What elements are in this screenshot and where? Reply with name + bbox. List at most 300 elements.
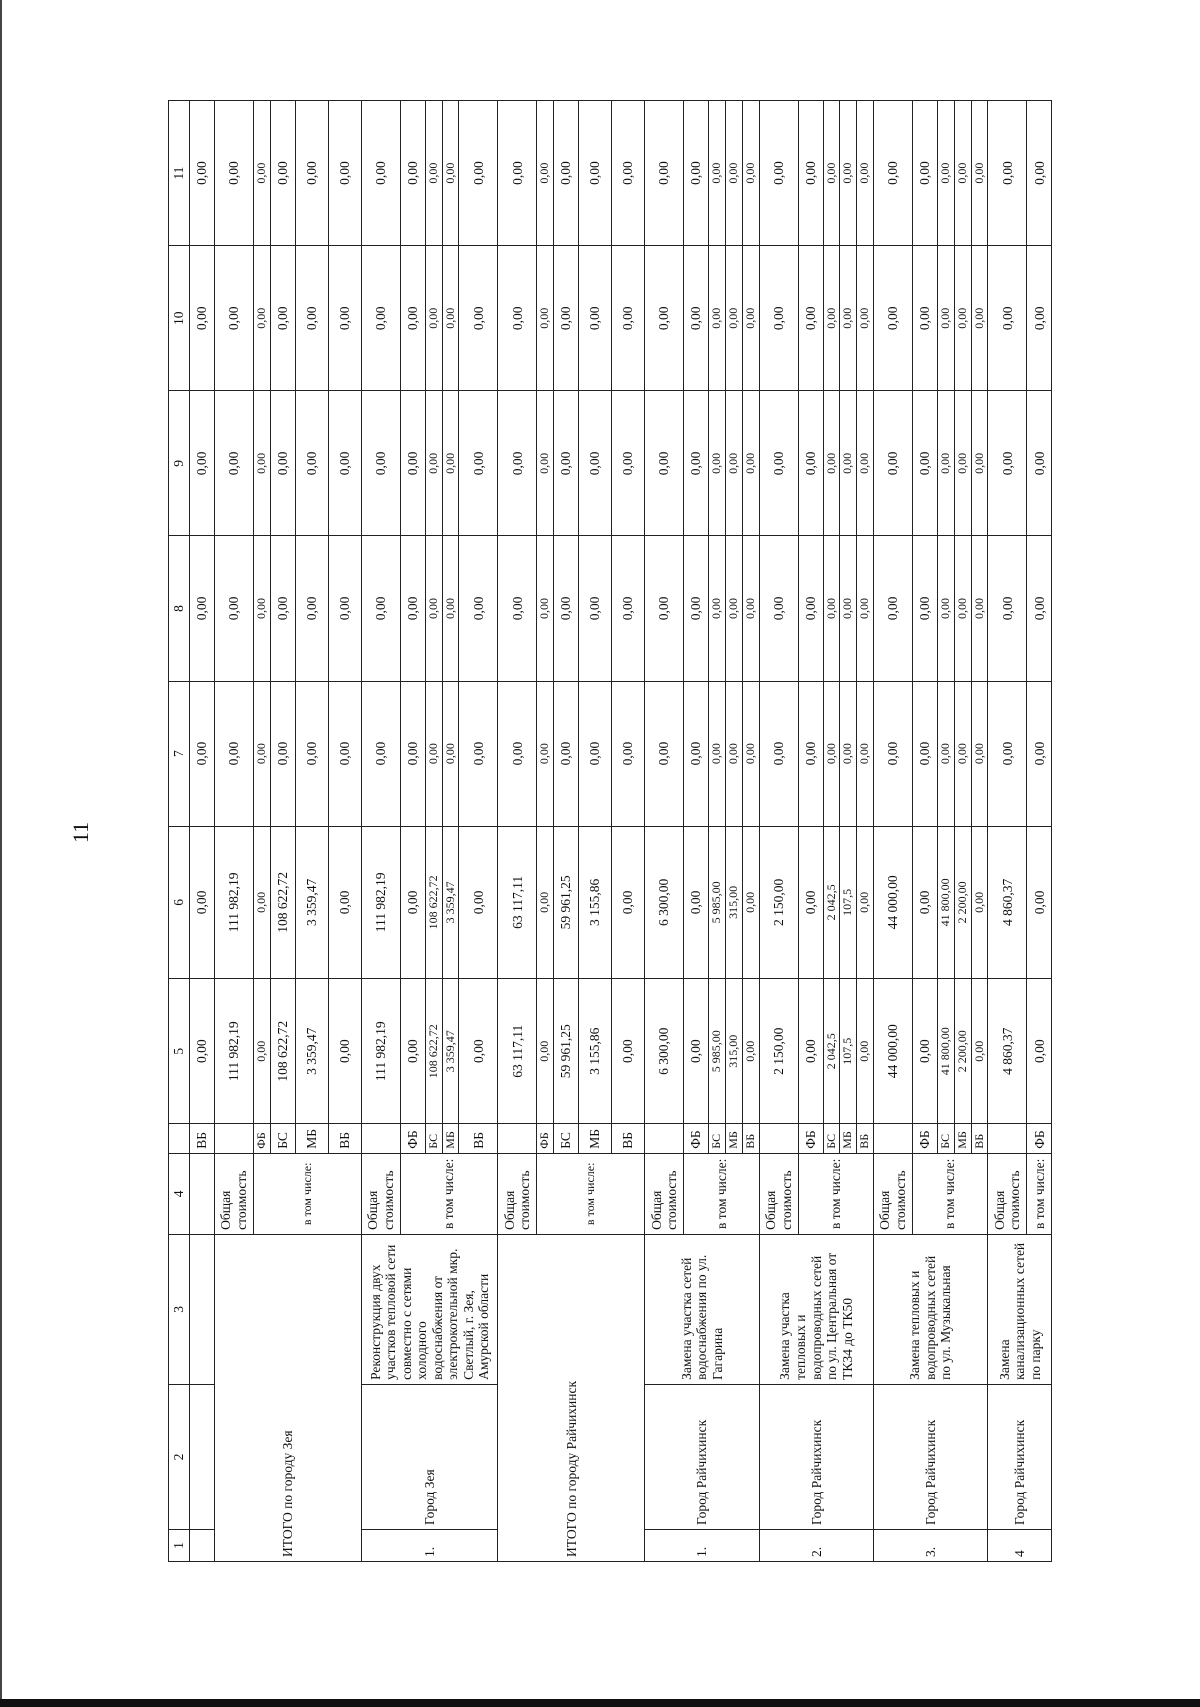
value-cell: 0,00	[537, 681, 554, 826]
value-cell: 108 622,72	[270, 826, 295, 978]
city-name: Город Райчихинск	[873, 1384, 987, 1529]
value-cell: 0,00	[937, 391, 954, 536]
total-value: 111 982,19	[215, 979, 254, 1124]
total-value: 0,00	[988, 681, 1027, 826]
scan-left-edge	[0, 0, 2, 1707]
budget-code: ФБ	[798, 1124, 823, 1154]
including-label: в том числе:	[684, 1153, 759, 1234]
total-label: Общая стоимость	[215, 1153, 254, 1234]
total-value: 0,00	[988, 101, 1027, 246]
value-cell: 0,00	[612, 536, 645, 681]
value-cell: 0,00	[912, 246, 937, 391]
value-cell: 0,00	[270, 536, 295, 681]
table-row	[759, 101, 798, 1562]
value-cell: 0,00	[971, 979, 988, 1124]
value-cell: 0,00	[554, 391, 579, 536]
value-cell: 0,00	[425, 536, 442, 681]
including-label: в том числе:	[537, 1153, 645, 1234]
total-value: 0,00	[988, 536, 1027, 681]
total-value: 63 117,11	[498, 826, 537, 978]
project-description: Реконструкция двух участков тепловой сети совместно с сетями холодного водоснабжения от электрокотельной мкр. Светлый, г. Зея, Амурской области	[361, 1234, 498, 1384]
value-cell: 0,00	[579, 536, 612, 681]
value-cell: 0,00	[190, 681, 215, 826]
value-cell: 0,00	[971, 391, 988, 536]
value-cell: 0,00	[798, 246, 823, 391]
value-cell: 0,00	[459, 826, 498, 978]
total-value: 44 000,00	[873, 826, 912, 978]
value-cell: 0,00	[190, 826, 215, 978]
total-value: 0,00	[361, 246, 400, 391]
value-cell: 0,00	[912, 536, 937, 681]
value-cell: 0,00	[954, 391, 971, 536]
value-cell: 0,00	[798, 536, 823, 681]
total-label: Общая стоимость	[498, 1153, 537, 1234]
value-cell: 0,00	[840, 681, 857, 826]
value-cell: 0,00	[857, 101, 874, 246]
header-cell: 6	[169, 826, 190, 978]
value-cell: 0,00	[254, 681, 271, 826]
value-cell: 0,00	[328, 246, 361, 391]
header-cell: 8	[169, 536, 190, 681]
value-cell: 0,00	[295, 536, 328, 681]
total-value: 0,00	[215, 246, 254, 391]
value-cell: 0,00	[442, 536, 459, 681]
value-cell: 5 985,00	[709, 979, 726, 1124]
total-label: Общая стоимость	[988, 1153, 1027, 1234]
value-cell: 0,00	[742, 101, 759, 246]
total-value: 0,00	[759, 391, 798, 536]
budget-code: МБ	[954, 1124, 971, 1154]
including-label: в том числе:	[400, 1153, 498, 1234]
value-cell: 0,00	[270, 246, 295, 391]
value-cell: 0,00	[328, 391, 361, 536]
value-cell: 0,00	[295, 681, 328, 826]
value-cell: 0,00	[328, 536, 361, 681]
value-cell: 0,00	[1027, 979, 1052, 1124]
value-cell: 2 200,00	[954, 826, 971, 978]
value-cell: 0,00	[725, 391, 742, 536]
total-label: Общая стоимость	[361, 1153, 400, 1234]
value-cell: 0,00	[254, 826, 271, 978]
total-value: 0,00	[498, 681, 537, 826]
total-value: 0,00	[759, 536, 798, 681]
header-row	[169, 101, 190, 1562]
value-cell: 0,00	[840, 101, 857, 246]
value-cell: 0,00	[937, 681, 954, 826]
value-cell: 0,00	[684, 391, 709, 536]
value-cell: 0,00	[554, 101, 579, 246]
value-cell: 0,00	[579, 391, 612, 536]
value-cell: 0,00	[328, 979, 361, 1124]
value-cell: 0,00	[425, 246, 442, 391]
value-cell: 0,00	[742, 536, 759, 681]
value-cell: 0,00	[684, 536, 709, 681]
value-cell: 0,00	[612, 391, 645, 536]
value-cell: 0,00	[612, 101, 645, 246]
total-value: 2 150,00	[759, 826, 798, 978]
value-cell: 0,00	[912, 681, 937, 826]
value-cell: 0,00	[857, 681, 874, 826]
budget-code: ФБ	[400, 1124, 425, 1154]
budget-code: БС	[937, 1124, 954, 1154]
total-value: 0,00	[759, 101, 798, 246]
total-value: 6 300,00	[645, 979, 684, 1124]
value-cell: 0,00	[579, 246, 612, 391]
total-value: 6 300,00	[645, 826, 684, 978]
value-cell: 0,00	[1027, 826, 1052, 978]
value-cell: 0,00	[954, 101, 971, 246]
value-cell: 0,00	[1027, 246, 1052, 391]
table-row	[498, 101, 537, 1562]
budget-code: ФБ	[254, 1124, 271, 1154]
total-value: 0,00	[498, 536, 537, 681]
value-cell: 2 200,00	[954, 979, 971, 1124]
total-value: 0,00	[873, 101, 912, 246]
project-description: Замена участка сетей водоснабжения по ул. Гагарина	[645, 1234, 759, 1384]
value-cell: 0,00	[971, 101, 988, 246]
table-row	[215, 101, 254, 1562]
total-value: 0,00	[215, 536, 254, 681]
value-cell: 108 622,72	[425, 826, 442, 978]
total-value: 0,00	[645, 536, 684, 681]
table-row	[873, 101, 912, 1562]
value-cell: 0,00	[798, 101, 823, 246]
value-cell: 0,00	[912, 101, 937, 246]
value-cell: 0,00	[459, 391, 498, 536]
value-cell: 0,00	[798, 826, 823, 978]
total-value: 0,00	[759, 681, 798, 826]
header-cell: 1	[169, 1530, 190, 1562]
budget-code: МБ	[579, 1124, 612, 1154]
value-cell: 0,00	[823, 681, 840, 826]
budget-code: МБ	[840, 1124, 857, 1154]
value-cell: 0,00	[954, 536, 971, 681]
value-cell: 0,00	[579, 681, 612, 826]
budget-code: БС	[425, 1124, 442, 1154]
value-cell: 0,00	[725, 246, 742, 391]
value-cell: 0,00	[270, 391, 295, 536]
value-cell: 0,00	[742, 979, 759, 1124]
table-row	[361, 101, 400, 1562]
value-cell: 107,5	[840, 826, 857, 978]
value-cell: 5 985,00	[709, 826, 726, 978]
value-cell: 0,00	[400, 246, 425, 391]
total-value: 0,00	[645, 101, 684, 246]
value-cell: 0,00	[823, 536, 840, 681]
value-cell: 0,00	[254, 391, 271, 536]
total-value: 0,00	[759, 246, 798, 391]
value-cell: 0,00	[459, 979, 498, 1124]
value-cell: 0,00	[442, 246, 459, 391]
value-cell: 0,00	[742, 826, 759, 978]
item-number: 2.	[759, 1530, 873, 1562]
value-cell: 0,00	[823, 101, 840, 246]
including-label: в том числе:	[912, 1153, 987, 1234]
value-cell: 0,00	[295, 246, 328, 391]
budget-code: ВБ	[190, 1124, 215, 1154]
value-cell: 0,00	[709, 536, 726, 681]
value-cell: 0,00	[400, 391, 425, 536]
total-value: 0,00	[873, 536, 912, 681]
page-number: 11	[68, 821, 93, 843]
value-cell: 3 359,47	[295, 826, 328, 978]
value-cell: 0,00	[823, 246, 840, 391]
value-cell: 0,00	[459, 246, 498, 391]
total-value: 0,00	[988, 246, 1027, 391]
value-cell: 0,00	[840, 391, 857, 536]
total-value: 0,00	[498, 101, 537, 246]
budget-code: ВБ	[971, 1124, 988, 1154]
budget-code: ВБ	[328, 1124, 361, 1154]
total-value: 0,00	[873, 681, 912, 826]
value-cell: 0,00	[742, 246, 759, 391]
value-cell: 0,00	[742, 391, 759, 536]
total-value: 0,00	[361, 391, 400, 536]
header-cell: 4	[169, 1153, 190, 1234]
table-row	[988, 101, 1027, 1562]
item-number: 3.	[873, 1530, 987, 1562]
budget-code: ВБ	[857, 1124, 874, 1154]
value-cell: 0,00	[798, 681, 823, 826]
value-cell: 0,00	[579, 101, 612, 246]
total-value: 2 150,00	[759, 979, 798, 1124]
value-cell: 0,00	[1027, 536, 1052, 681]
value-cell: 41 800,00	[937, 826, 954, 978]
value-cell: 108 622,72	[270, 979, 295, 1124]
including-label: в том числе:	[254, 1153, 362, 1234]
value-cell: 0,00	[554, 246, 579, 391]
value-cell: 0,00	[1027, 101, 1052, 246]
total-value: 111 982,19	[215, 826, 254, 978]
value-cell: 0,00	[1027, 681, 1052, 826]
value-cell: 0,00	[270, 681, 295, 826]
rotated-table-wrapper	[168, 100, 1100, 1562]
value-cell: 0,00	[425, 681, 442, 826]
value-cell: 0,00	[537, 391, 554, 536]
value-cell: 0,00	[254, 246, 271, 391]
value-cell: 0,00	[537, 536, 554, 681]
total-value: 0,00	[988, 391, 1027, 536]
including-label: в том числе:	[1027, 1153, 1052, 1234]
value-cell: 0,00	[857, 391, 874, 536]
budget-code: БС	[554, 1124, 579, 1154]
total-value: 0,00	[645, 391, 684, 536]
budget-code: ВБ	[612, 1124, 645, 1154]
value-cell: 0,00	[684, 101, 709, 246]
value-cell: 0,00	[912, 979, 937, 1124]
value-cell: 3 359,47	[295, 979, 328, 1124]
total-label: Общая стоимость	[873, 1153, 912, 1234]
value-cell: 0,00	[709, 391, 726, 536]
budget-code: ВБ	[459, 1124, 498, 1154]
section-title: ИТОГО по городу Зея	[215, 1234, 362, 1561]
value-cell: 0,00	[554, 681, 579, 826]
project-description: Замена канализационных сетей по парку	[988, 1234, 1052, 1384]
budget-code: ФБ	[684, 1124, 709, 1154]
value-cell: 0,00	[684, 826, 709, 978]
value-cell: 0,00	[554, 536, 579, 681]
value-cell: 0,00	[442, 681, 459, 826]
budget-table	[168, 100, 1052, 1562]
table-row	[190, 101, 215, 1562]
budget-code: ВБ	[742, 1124, 759, 1154]
budget-code: ФБ	[912, 1124, 937, 1154]
project-description: Замена тепловых и водопроводных сетей по ул. Музыкальная	[873, 1234, 987, 1384]
value-cell: 0,00	[400, 681, 425, 826]
value-cell: 0,00	[971, 826, 988, 978]
header-cell: 7	[169, 681, 190, 826]
value-cell: 0,00	[254, 536, 271, 681]
value-cell: 0,00	[709, 101, 726, 246]
value-cell: 107,5	[840, 979, 857, 1124]
total-value: 0,00	[645, 681, 684, 826]
value-cell: 0,00	[823, 391, 840, 536]
value-cell: 0,00	[537, 826, 554, 978]
value-cell: 0,00	[442, 101, 459, 246]
total-value: 111 982,19	[361, 979, 400, 1124]
total-value: 4 860,37	[988, 826, 1027, 978]
value-cell: 0,00	[190, 391, 215, 536]
value-cell: 0,00	[537, 979, 554, 1124]
value-cell: 0,00	[400, 536, 425, 681]
value-cell: 108 622,72	[425, 979, 442, 1124]
value-cell: 0,00	[612, 681, 645, 826]
value-cell: 315,00	[725, 826, 742, 978]
value-cell: 0,00	[254, 101, 271, 246]
value-cell: 0,00	[937, 536, 954, 681]
item-number: 1.	[645, 1530, 759, 1562]
value-cell: 2 042,5	[823, 979, 840, 1124]
value-cell: 0,00	[725, 536, 742, 681]
total-value: 0,00	[361, 536, 400, 681]
value-cell: 0,00	[612, 246, 645, 391]
value-cell: 0,00	[254, 979, 271, 1124]
budget-code: БС	[709, 1124, 726, 1154]
section-title: ИТОГО по городу Райчихинск	[498, 1234, 645, 1561]
value-cell: 0,00	[400, 101, 425, 246]
project-description: Замена участка тепловых и водопроводных сетей по ул. Центральная от ТК34 до ТК50	[759, 1234, 873, 1384]
budget-code: БС	[270, 1124, 295, 1154]
value-cell: 0,00	[937, 101, 954, 246]
value-cell: 3 359,47	[442, 826, 459, 978]
value-cell: 0,00	[425, 391, 442, 536]
total-value: 0,00	[215, 391, 254, 536]
value-cell: 0,00	[270, 101, 295, 246]
scan-bottom-edge	[0, 1699, 1200, 1707]
city-name: Город Райчихинск	[645, 1384, 759, 1529]
value-cell: 0,00	[190, 101, 215, 246]
value-cell: 0,00	[971, 681, 988, 826]
value-cell: 3 155,86	[579, 826, 612, 978]
value-cell: 0,00	[459, 536, 498, 681]
value-cell: 0,00	[840, 246, 857, 391]
header-cell: 9	[169, 391, 190, 536]
value-cell: 0,00	[190, 246, 215, 391]
value-cell: 0,00	[798, 979, 823, 1124]
value-cell: 0,00	[442, 391, 459, 536]
value-cell: 59 961,25	[554, 979, 579, 1124]
total-value: 0,00	[361, 681, 400, 826]
value-cell: 0,00	[725, 101, 742, 246]
value-cell: 0,00	[537, 101, 554, 246]
value-cell: 0,00	[857, 246, 874, 391]
header-cell: 2	[169, 1384, 190, 1529]
total-value: 0,00	[498, 246, 537, 391]
value-cell: 0,00	[612, 826, 645, 978]
including-label: в том числе:	[798, 1153, 873, 1234]
value-cell: 0,00	[912, 826, 937, 978]
value-cell: 3 155,86	[579, 979, 612, 1124]
header-cell: 11	[169, 101, 190, 246]
value-cell: 41 800,00	[937, 979, 954, 1124]
value-cell: 315,00	[725, 979, 742, 1124]
value-cell: 0,00	[459, 101, 498, 246]
total-value: 0,00	[498, 391, 537, 536]
budget-code: МБ	[295, 1124, 328, 1154]
value-cell: 0,00	[400, 826, 425, 978]
total-label: Общая стоимость	[645, 1153, 684, 1234]
value-cell: 0,00	[612, 979, 645, 1124]
value-cell: 0,00	[1027, 391, 1052, 536]
value-cell: 0,00	[709, 246, 726, 391]
value-cell: 0,00	[857, 536, 874, 681]
header-cell	[169, 1124, 190, 1154]
budget-code: ФБ	[537, 1124, 554, 1154]
total-label: Общая стоимость	[759, 1153, 798, 1234]
value-cell: 0,00	[425, 101, 442, 246]
value-cell: 59 961,25	[554, 826, 579, 978]
total-value: 0,00	[361, 101, 400, 246]
value-cell: 0,00	[190, 536, 215, 681]
value-cell: 0,00	[328, 681, 361, 826]
value-cell: 0,00	[295, 101, 328, 246]
header-cell: 10	[169, 246, 190, 391]
total-value: 0,00	[873, 391, 912, 536]
value-cell: 0,00	[328, 101, 361, 246]
total-value: 0,00	[215, 101, 254, 246]
total-value: 0,00	[645, 246, 684, 391]
value-cell: 0,00	[709, 681, 726, 826]
total-value: 44 000,00	[873, 979, 912, 1124]
value-cell: 0,00	[971, 536, 988, 681]
value-cell: 0,00	[459, 681, 498, 826]
city-name: Город Райчихинск	[988, 1384, 1052, 1529]
header-cell: 5	[169, 979, 190, 1124]
value-cell: 0,00	[328, 826, 361, 978]
value-cell: 0,00	[684, 681, 709, 826]
value-cell: 0,00	[684, 246, 709, 391]
value-cell: 0,00	[798, 391, 823, 536]
total-value: 111 982,19	[361, 826, 400, 978]
value-cell: 0,00	[912, 391, 937, 536]
item-number: 4	[988, 1530, 1052, 1562]
value-cell: 0,00	[684, 979, 709, 1124]
value-cell: 0,00	[857, 979, 874, 1124]
value-cell: 0,00	[954, 246, 971, 391]
city-name: Город Зея	[361, 1384, 498, 1529]
budget-code: МБ	[725, 1124, 742, 1154]
value-cell: 0,00	[971, 246, 988, 391]
value-cell: 0,00	[937, 246, 954, 391]
value-cell: 0,00	[295, 391, 328, 536]
table-row	[645, 101, 684, 1562]
total-value: 4 860,37	[988, 979, 1027, 1124]
value-cell: 0,00	[954, 681, 971, 826]
value-cell: 0,00	[840, 536, 857, 681]
value-cell: 0,00	[400, 979, 425, 1124]
city-name: Город Райчихинск	[759, 1384, 873, 1529]
budget-code: МБ	[442, 1124, 459, 1154]
